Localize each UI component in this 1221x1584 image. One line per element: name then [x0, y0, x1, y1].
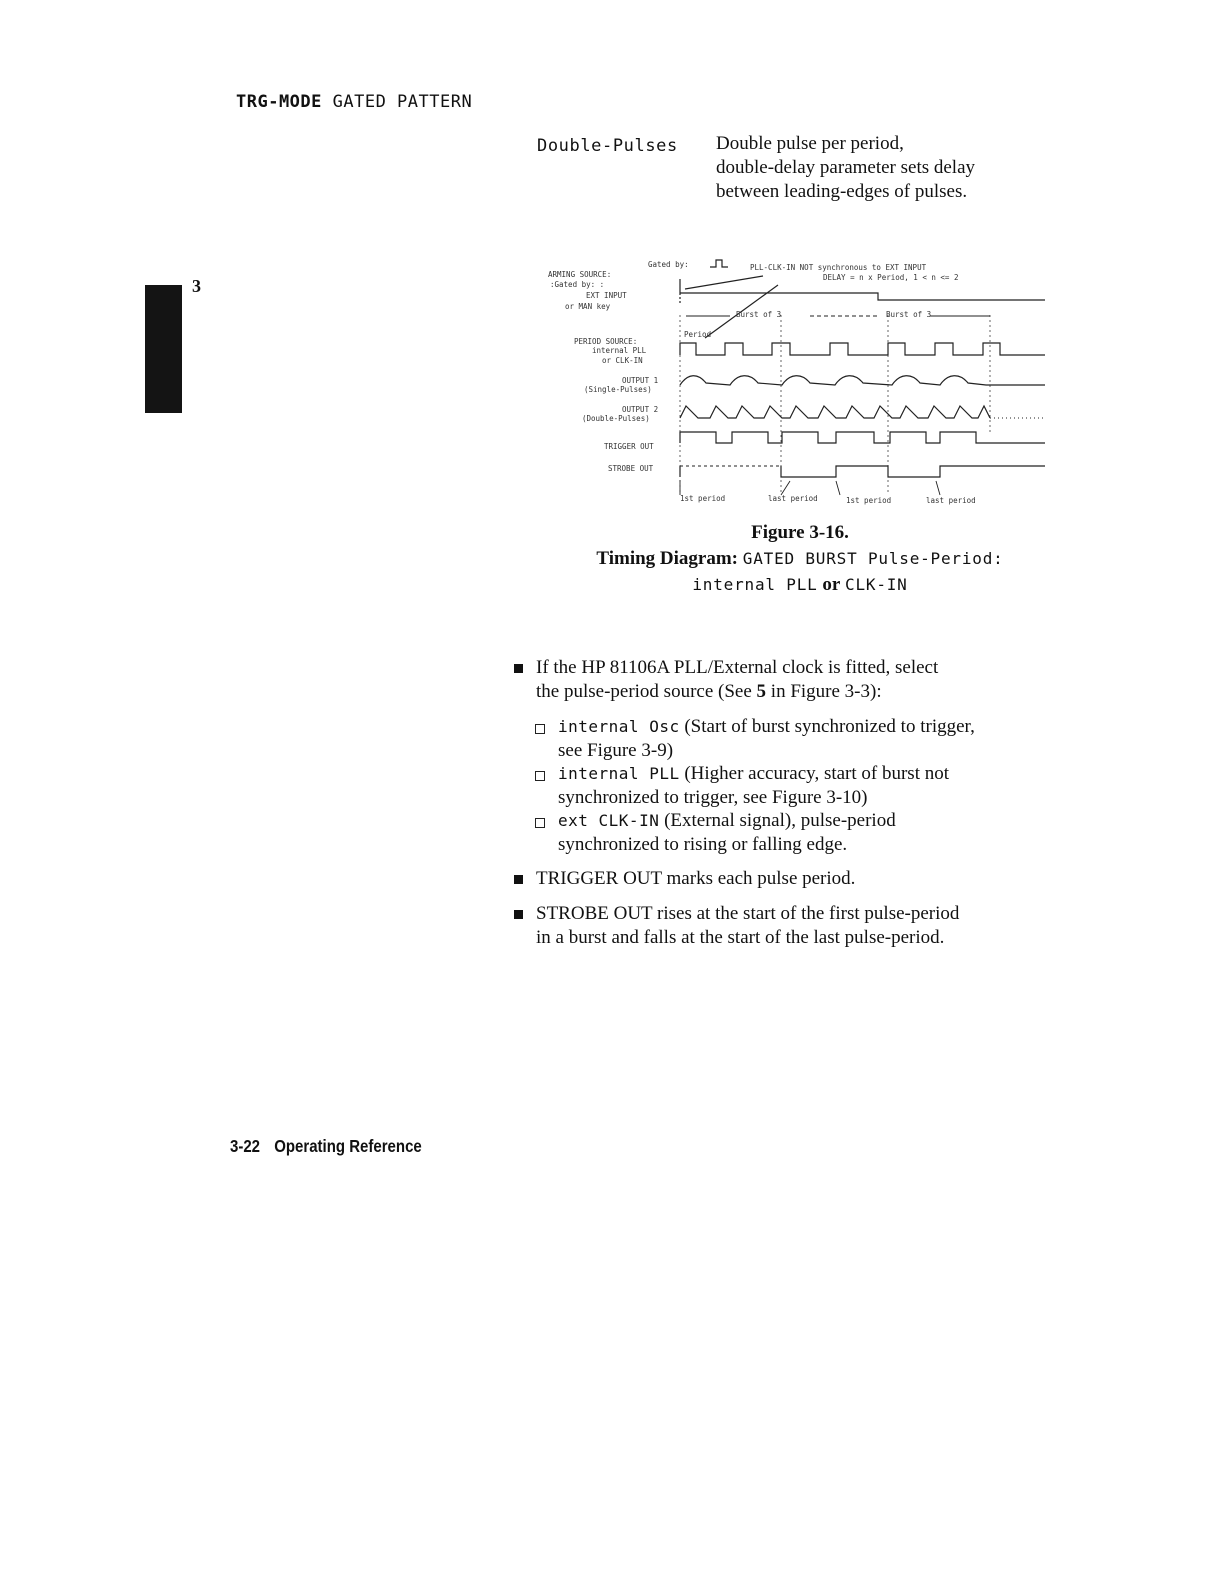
- sub-item-part: (Higher accuracy, start of burst not: [679, 763, 950, 784]
- page-footer: [230, 1137, 432, 1157]
- bullet-text-bold: 5: [756, 681, 767, 702]
- checkbox-icon: [535, 818, 545, 828]
- output2-label: OUTPUT 2: [622, 405, 659, 414]
- page-header: [236, 92, 472, 112]
- bullet-text: If the HP 81106A PLL/External clock is fitted, select: [536, 657, 939, 678]
- gated-by-label: Gated by:: [648, 260, 689, 269]
- caption-code: internal PLL: [692, 575, 818, 594]
- sub-item-code: ext CLK-IN: [558, 811, 660, 830]
- desc-line: between leading-edges of pulses.: [716, 181, 968, 202]
- caption-code: GATED BURST Pulse-Period:: [742, 549, 1004, 568]
- caption-or: or: [822, 574, 841, 595]
- period-source-pll: internal PLL: [592, 346, 647, 355]
- sub-item-code: internal Osc: [558, 717, 680, 736]
- caption-label: Timing Diagram:: [596, 548, 739, 569]
- bullet-text-part: the pulse-period source (See: [536, 681, 757, 702]
- bullet-icon: [514, 910, 523, 919]
- output1-label: OUTPUT 1: [622, 376, 659, 385]
- desc-line: double-delay parameter sets delay: [716, 157, 976, 178]
- output1-sublabel: (Single-Pulses): [584, 385, 652, 394]
- pll-note: PLL-CLK-IN NOT synchronous to EXT INPUT: [750, 263, 927, 272]
- period-label: Period: [684, 330, 712, 339]
- period-source-label: PERIOD SOURCE:: [574, 337, 638, 346]
- pll-pointer-line: [685, 276, 763, 289]
- sub-item-text: synchronized to trigger, see Figure 3-10): [558, 787, 868, 808]
- double-pulses-term: Double-Pulses: [537, 136, 678, 156]
- sub-item-text: see Figure 3-9): [558, 740, 674, 761]
- burst-of-label: Burst of 3: [886, 310, 932, 319]
- bullet-text: in a burst and falls at the start of the last pulse-period.: [536, 927, 945, 948]
- period-source-clkin: or CLK-IN: [602, 356, 643, 365]
- trg-mode-label: TRG-MODE: [236, 92, 322, 112]
- bullet-text: [536, 680, 882, 704]
- strobe-out-label: STROBE OUT: [608, 464, 654, 473]
- page-number: 3-22: [230, 1137, 261, 1157]
- figure-caption: [520, 522, 1080, 596]
- bullet-icon: [514, 875, 523, 884]
- bullet-text: TRIGGER OUT marks each pulse period.: [536, 868, 856, 889]
- chapter-tab-bar: [145, 285, 182, 413]
- timing-diagram: [540, 255, 1050, 510]
- figure-subtitle-line: [520, 574, 1080, 596]
- sub-item-text: [558, 809, 896, 833]
- arming-gated-label: :Gated by: :: [550, 280, 605, 289]
- sub-item-text: [558, 762, 949, 786]
- chapter-tab-number: 3: [192, 276, 201, 296]
- sub-item-part: (Start of burst synchronized to trigger,: [679, 716, 975, 737]
- sub-item-part: (External signal), pulse-period: [659, 810, 896, 831]
- trg-mode-value: GATED PATTERN: [332, 92, 473, 112]
- sub-item-code: internal PLL: [558, 764, 680, 783]
- bullet-icon: [514, 664, 523, 673]
- double-pulses-description: [716, 132, 1076, 204]
- burst-of-label: Burst of 3: [736, 310, 782, 319]
- checkbox-icon: [535, 771, 545, 781]
- bullet-text: STROBE OUT rises at the start of the first pulse-period: [536, 903, 960, 924]
- figure-title-line: [520, 548, 1080, 570]
- period-marker-label: last period: [926, 496, 976, 505]
- gate-signal-line: [680, 279, 1045, 300]
- section-name: Operating Reference: [274, 1137, 422, 1157]
- arming-source-label: ARMING SOURCE:: [548, 270, 612, 279]
- period-marker-label: last period: [768, 494, 818, 503]
- output2-waveform: [680, 406, 990, 418]
- arming-man-label: or MAN key: [565, 302, 611, 311]
- gate-pulse-symbol: [710, 260, 728, 267]
- period-source-waveform: [680, 343, 1045, 355]
- trigger-out-waveform: [680, 432, 1045, 443]
- output2-sublabel: (Double-Pulses): [582, 414, 650, 423]
- trigger-out-label: TRIGGER OUT: [604, 442, 654, 451]
- delay-note: DELAY = n x Period, 1 < n <= 2: [823, 273, 959, 282]
- figure-number: Figure 3-16.: [751, 522, 849, 543]
- arming-ext-label: EXT INPUT: [586, 291, 627, 300]
- caption-code: CLK-IN: [845, 575, 908, 594]
- bullet-text-part: in Figure 3-3):: [766, 681, 882, 702]
- desc-line: Double pulse per period,: [716, 133, 904, 154]
- checkbox-icon: [535, 724, 545, 734]
- sub-item-text: [558, 715, 975, 739]
- period-marker-label: 1st period: [680, 494, 726, 503]
- period-marker-label: 1st period: [846, 496, 892, 505]
- sub-item-text: synchronized to rising or falling edge.: [558, 834, 848, 855]
